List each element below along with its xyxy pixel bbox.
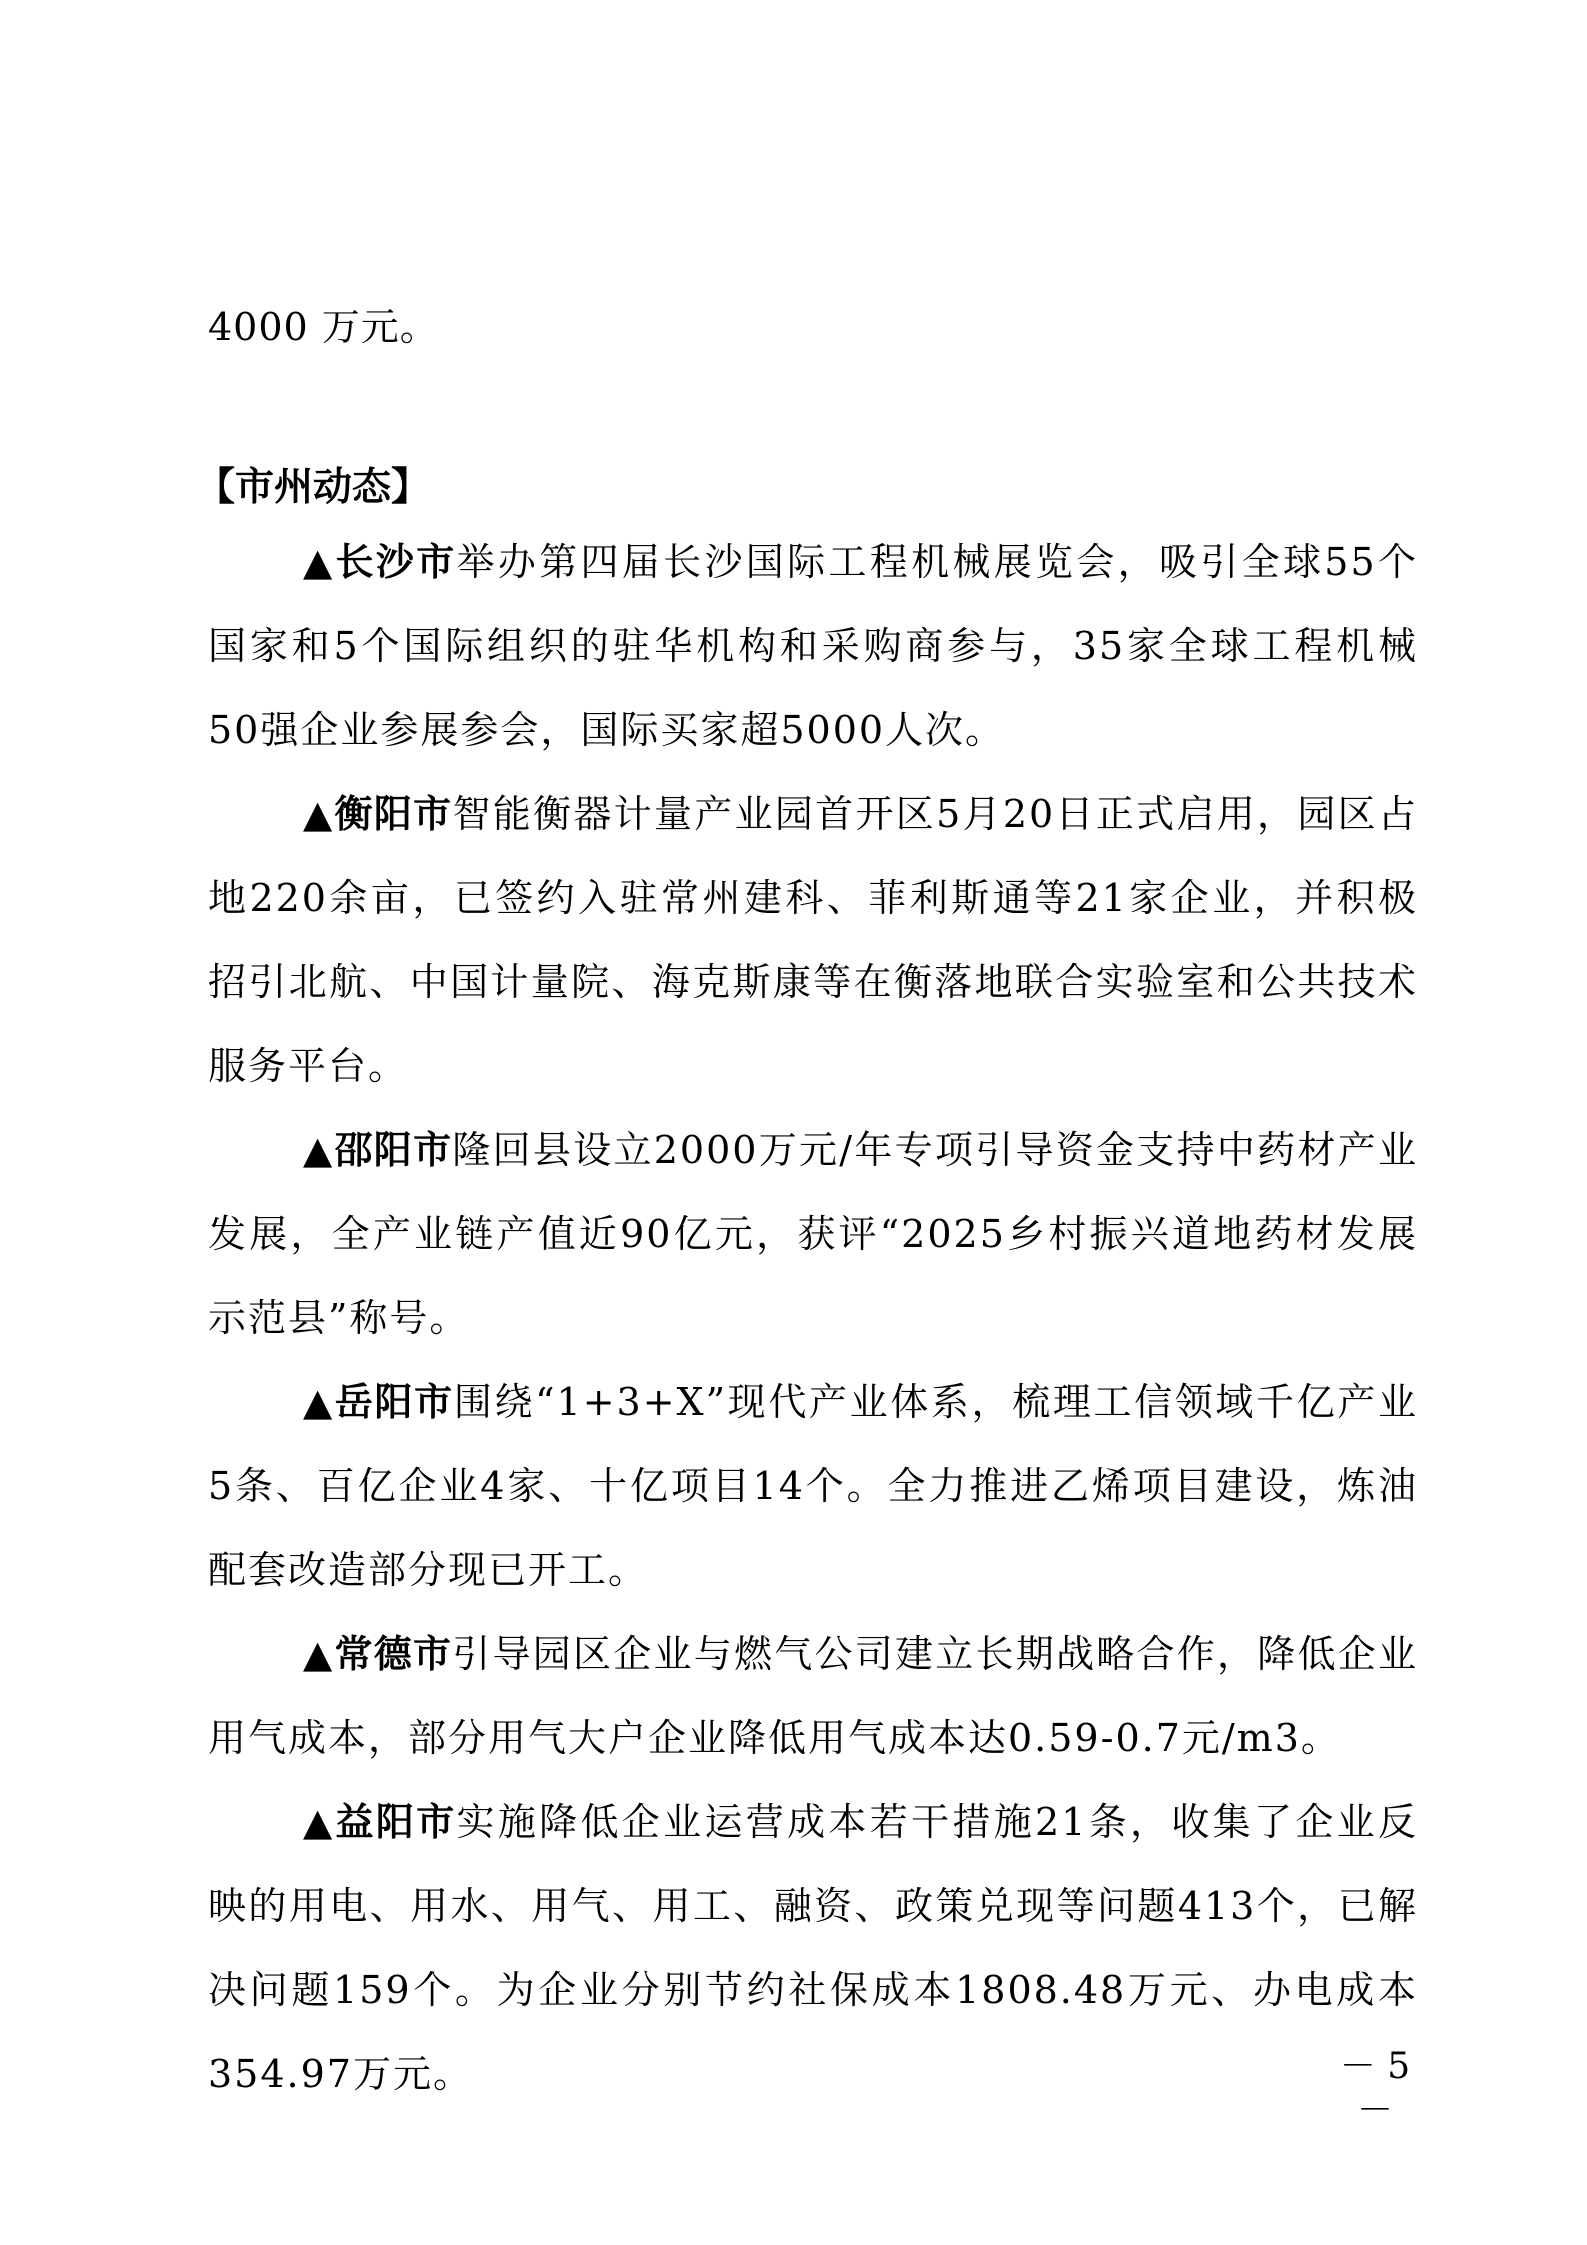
entry-text: 智能衡器计量产业园首开区5月20日正式启用，园区占地220余亩，已签约入驻常州建科、菲利斯通等21家企业，并积极招引北航、中国计量院、海克斯康等在衡落地联合实验室和公共技术服务平台。 <box>208 792 1418 1088</box>
news-entry-changde <box>208 1612 1418 1780</box>
continuation-text: 4000 万元。 <box>208 305 439 349</box>
triangle-bullet-icon: ▲ <box>303 540 336 584</box>
city-name: 常德市 <box>334 1632 453 1676</box>
city-name: 益阳市 <box>335 1800 457 1844</box>
news-entry-shaoyang <box>208 1108 1418 1360</box>
triangle-bullet-icon: ▲ <box>303 1632 335 1676</box>
news-entry-changsha <box>208 520 1418 772</box>
news-entry-hengyang <box>208 772 1418 1108</box>
triangle-bullet-icon: ▲ <box>303 1800 336 1844</box>
entry-text: 实施降低企业运营成本若干措施21条，收集了企业反映的用电、用水、用气、用工、融资、政策兑现等问题413个，已解决问题159个。为企业分别节约社保成本1808.48万元、办电成本354.97万元。 <box>208 1800 1418 2096</box>
city-name: 衡阳市 <box>334 792 453 836</box>
triangle-bullet-icon: ▲ <box>303 1380 335 1424</box>
triangle-bullet-icon: ▲ <box>303 792 335 836</box>
news-entry-yueyang <box>208 1360 1418 1612</box>
triangle-bullet-icon: ▲ <box>303 1128 335 1172</box>
news-entry-yiyang <box>208 1780 1418 2116</box>
section-heading: 【市州动态】 <box>196 465 431 510</box>
entry-text: 举办第四届长沙国际工程机械展览会，吸引全球55个国家和5个国际组织的驻华机构和采购商参与，35家全球工程机械50强企业参展参会，国际买家超5000人次。 <box>208 540 1418 752</box>
city-name: 长沙市 <box>335 540 457 584</box>
city-name: 岳阳市 <box>334 1380 454 1424</box>
city-name: 邵阳市 <box>334 1128 453 1172</box>
entry-text: 隆回县设立2000万元/年专项引导资金支持中药材产业发展，全产业链产值近90亿元，获评“2025乡村振兴道地药材发展示范县”称号。 <box>208 1128 1418 1340</box>
entry-text: 围绕“1+3+X”现代产业体系，梳理工信领域千亿产业5条、百亿企业4家、十亿项目14个。全力推进乙烯项目建设，炼油配套改造部分现已开工。 <box>208 1380 1418 1592</box>
entry-text: 引导园区企业与燃气公司建立长期战略合作，降低企业用气成本，部分用气大户企业降低用气成本达0.59-0.7元/m3。 <box>208 1632 1418 1760</box>
page-number: － 5 － <box>1339 2046 1411 2131</box>
